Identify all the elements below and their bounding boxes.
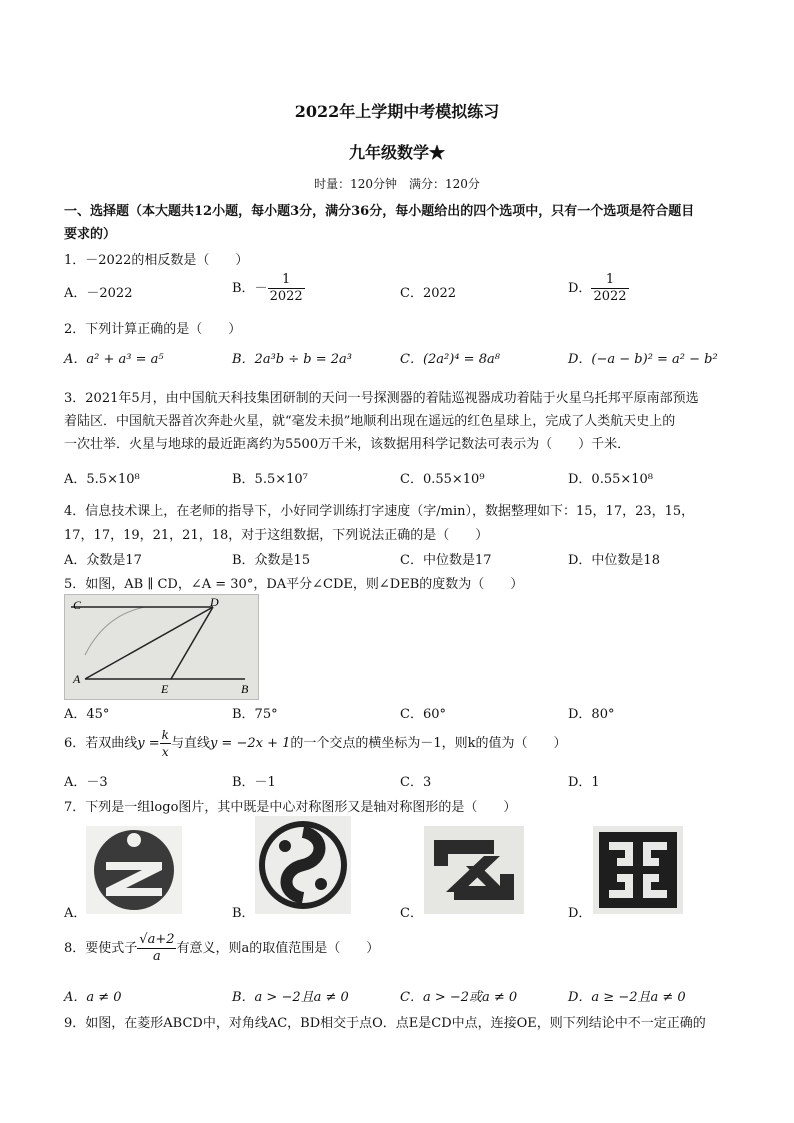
q5-label-c: C <box>73 598 82 612</box>
q1-d-denominator: 2022 <box>593 289 627 304</box>
q7-stem: 7．下列是一组logo图片，其中既是中心对称图形又是轴对称图形的是（ ） <box>64 800 517 815</box>
q1-option-d-prefix: D． <box>568 281 592 296</box>
q6-option-d: D．1 <box>568 775 600 790</box>
q5-figure-svg <box>65 595 258 699</box>
q8-fraction <box>137 932 176 965</box>
q5-label-e: E <box>161 682 169 696</box>
q6-stem-mid: 与直线 <box>170 736 210 751</box>
q7-logo-d <box>593 826 683 914</box>
q7-logo-b-svg <box>255 816 351 914</box>
q7-logo-d-svg <box>593 826 683 914</box>
q5-option-c: C．60° <box>400 707 446 722</box>
q8-numerator: √a+2 <box>139 932 175 947</box>
q7-option-d: D． <box>568 906 592 921</box>
q1-b-numerator: 1 <box>268 272 305 289</box>
exam-title: 2022年上学期中考模拟练习 <box>294 102 500 121</box>
q7-option-b: B． <box>232 906 255 921</box>
q1-option-b-prefix: B．－ <box>232 281 268 296</box>
q1-option-c: C．2022 <box>400 286 457 301</box>
q9-line1: 9．如图，在菱形ABCD中，对角线AC，BD相交于点O．点E是CD中点，连接OE，则下列结论中不一定正确的 <box>64 1016 706 1031</box>
q8-option-b: B．a > −2且a ≠ 0 <box>232 990 349 1005</box>
q3-options <box>0 468 794 488</box>
q6-stem-pre: 6．若双曲线 <box>64 736 138 751</box>
q3-option-a: A．5.5×10⁸ <box>64 472 140 487</box>
q1-b-denominator: 2022 <box>269 289 303 304</box>
q8-options <box>0 986 794 1006</box>
q3-option-c: C．0.55×10⁹ <box>400 472 485 487</box>
q5-option-b: B．75° <box>232 707 278 722</box>
q5-label-b: B <box>241 682 249 696</box>
q3-line3: 一次壮举．火星与地球的最近距离约为5500万千米，该数据用科学记数法可表示为（ ）千米． <box>64 437 631 452</box>
q1-option-b <box>232 272 305 305</box>
q7-logo-a <box>86 826 182 914</box>
q4-option-d: D．中位数是18 <box>568 553 660 568</box>
q1-option-d <box>568 272 629 305</box>
q4-option-b: B．众数是15 <box>232 553 311 568</box>
q5-line-de <box>171 607 213 679</box>
q5-label-a: A <box>73 672 81 686</box>
q3-line1: 3．2021年5月，由中国航天科技集团研制的天问一号探测器的着陆巡视器成功着陆于火星乌托邦平原南部预选 <box>64 391 699 406</box>
q2-option-b: B．2a³b ÷ b = 2a³ <box>232 352 352 367</box>
q1-option-a: A．－2022 <box>64 286 133 301</box>
q2-option-c: C．(2a²)⁴ = 8a⁸ <box>400 352 500 367</box>
q8-stem-pre: 8．要使式子 <box>64 941 138 956</box>
q2-option-a: A．a² + a³ = a⁵ <box>64 352 164 367</box>
q8-option-d: D．a ≥ −2且a ≠ 0 <box>568 990 686 1005</box>
q5-option-a: A．45° <box>64 707 110 722</box>
q3-option-b: B．5.5×10⁷ <box>232 472 308 487</box>
q6-stem <box>64 727 567 760</box>
q8-option-a: A．a ≠ 0 <box>64 990 122 1005</box>
q6-eq1-numerator: k <box>161 728 169 742</box>
q7-logo-b <box>255 816 351 914</box>
q8-stem-post: 有意义，则a的取值范围是（ ） <box>176 941 380 956</box>
q6-option-b: B．－1 <box>232 775 276 790</box>
q7-option-c: C． <box>400 906 423 921</box>
q3-option-d: D．0.55×10⁸ <box>568 472 654 487</box>
q1-d-numerator: 1 <box>591 272 628 289</box>
q5-options <box>0 703 794 723</box>
q4-option-c: C．中位数是17 <box>400 553 492 568</box>
q6-eq1-lhs: y = <box>137 736 160 751</box>
q5-option-d: D．80° <box>568 707 615 722</box>
exam-info: 时量：120分钟 满分：120分 <box>314 177 480 191</box>
exam-subtitle: 九年级数学★ <box>348 143 445 162</box>
q5-stem: 5．如图，AB ∥ CD，∠A = 30°，DA平分∠CDE，则∠DEB的度数为（ ） <box>64 577 524 592</box>
section-heading-line2: 要求的） <box>64 227 117 242</box>
q1-option-d-fraction <box>591 272 628 305</box>
q7-logo-c-svg <box>424 826 524 914</box>
q5-construction-arc <box>85 607 145 655</box>
q7-logo-a-dot <box>127 833 141 847</box>
q5-geometry-figure <box>64 594 259 700</box>
q4-options <box>0 549 794 569</box>
q6-options <box>0 771 794 791</box>
q7-logo-b-swirl-1 <box>279 840 291 852</box>
q7-logo-c <box>424 826 524 914</box>
q8-option-c: C．a > −2或a ≠ 0 <box>400 990 518 1005</box>
q6-eq1-denominator: x <box>161 745 169 759</box>
section-heading-line1: 一、选择题（本大题共12小题，每小题3分，满分36分，每小题给出的四个选项中，只有一个选项是符合题目 <box>64 204 695 219</box>
q2-options <box>0 348 794 368</box>
q5-label-d: D <box>210 595 219 609</box>
q7-option-a: A． <box>64 906 87 921</box>
q6-option-c: C．3 <box>400 775 432 790</box>
q7-logo-b-swirl-2 <box>315 878 327 890</box>
q7-logo-a-svg <box>86 826 182 914</box>
q4-line2: 17，17，19，21，21，18，对于这组数据，下列说法正确的是（ ） <box>64 528 489 543</box>
q8-stem <box>64 932 379 965</box>
q2-stem: 2．下列计算正确的是（ ） <box>64 322 242 337</box>
q6-eq1-fraction <box>160 727 171 760</box>
q3-line2: 着陆区．中国航天器首次奔赴火星，就“毫发未损”地顺利出现在遥远的红色星球上，完成了人类航天史上的 <box>64 414 676 429</box>
q5-line-ad <box>85 607 213 679</box>
q4-line1: 4．信息技术课上，在老师的指导下，小好同学训练打字速度（字/min），数据整理如下：15，17，23，15， <box>64 504 695 519</box>
q1-option-b-fraction <box>268 272 305 305</box>
q1-options <box>0 272 794 312</box>
q6-option-a: A．－3 <box>64 775 108 790</box>
q1-stem: 1．－2022的相反数是（ ） <box>64 253 249 268</box>
q8-denominator: a <box>153 949 161 964</box>
q6-eq2: y = −2x + 1 <box>209 736 291 751</box>
q6-stem-post: 的一个交点的横坐标为－1，则k的值为（ ） <box>290 736 567 751</box>
q2-option-d: D．(−a − b)² = a² − b² <box>568 352 718 367</box>
q4-option-a: A．众数是17 <box>64 553 142 568</box>
